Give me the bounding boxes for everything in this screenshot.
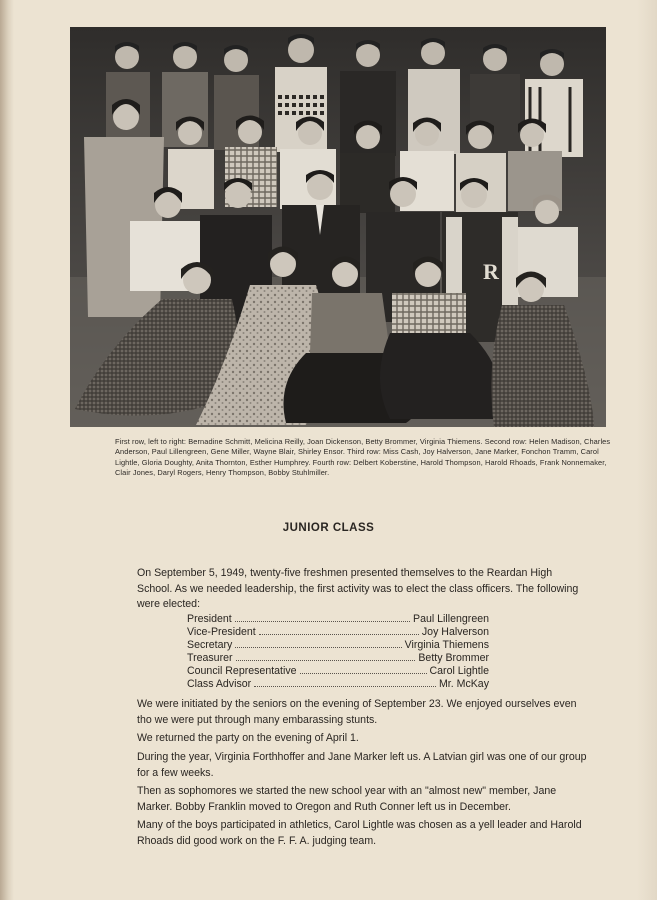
jacket-letter: R <box>483 259 499 284</box>
page-edge-right <box>637 0 657 900</box>
officer-row <box>187 613 489 626</box>
paragraph-departures: During the year, Virginia Forthhoffer and Jane Marker left us. A Latvian girl was one of our group for a few weeks. <box>137 751 587 779</box>
officer-row <box>187 678 489 691</box>
leader-dots <box>235 621 410 622</box>
officer-role: Treasurer <box>187 652 233 664</box>
officer-name: Virginia Thiemens <box>404 639 489 651</box>
page-title: JUNIOR CLASS <box>282 522 375 534</box>
officer-name: Mr. McKay <box>438 678 489 690</box>
officer-name: Betty Brommer <box>418 652 489 664</box>
paragraph-party: We returned the party on the evening of April 1. <box>137 732 359 744</box>
officer-role: Vice-President <box>187 626 256 638</box>
leader-dots <box>300 673 427 674</box>
officer-row <box>187 652 489 665</box>
officer-name: Paul Lillengreen <box>413 613 489 625</box>
paragraph-sophomores: Then as sophomores we started the new school year with an "almost new" member, Jane Marker. Bobby Franklin moved to Oregon and Ruth Conner left us in December. <box>137 785 557 813</box>
page-edge-left <box>0 0 14 900</box>
officer-role: Class Advisor <box>187 678 252 690</box>
officer-role: Council Representative <box>187 665 297 677</box>
leader-dots <box>235 647 401 648</box>
photo-caption: First row, left to right: Bernadine Schmitt, Melicina Reilly, Joan Dickenson, Betty Brommer, Virginia Thiemens. Second row: Helen Madison, Charles Anderson, Paul Lillengreen, Gene Miller, Wayne Blair, Shirley Ensor. Third row: Miss Cash, Joy Halverson, Jane Marker, Fonchon Tramm, Carol Lightle, Gloria Doughty, Anita Thornton, Esther Humphrey. Fourth row: Delbert Koberstine, Harold Thompson, Harold Rhoads, Frank Nonnemaker, Clair Jones, Daryl Rogers, Henry Thompson, Bobby Stuhlmiller. <box>115 437 611 478</box>
paragraph-athletics: Many of the boys participated in athletics, Carol Lightle was chosen as a yell leader and Harold Rhoads did good work on the F. F. A. judging team. <box>137 819 582 847</box>
leader-dots <box>259 634 419 635</box>
paragraph-intro: On September 5, 1949, twenty-five freshmen presented themselves to the Reardan High School. As we needed leadership, the first activity was to elect the class officers. The following were elected: <box>137 567 579 610</box>
leader-dots <box>254 686 436 687</box>
officer-row <box>187 626 489 639</box>
officer-row <box>187 665 489 678</box>
class-photo <box>70 27 606 427</box>
paragraph-initiation: We were initiated by the seniors on the evening of September 23. We enjoyed ourselves even tho we were put through many embarassing stunts. <box>137 698 577 726</box>
officer-role: Secretary <box>187 639 233 651</box>
officer-role: President <box>187 613 232 625</box>
officer-name: Carol Lightle <box>429 665 489 677</box>
officers-list <box>187 613 489 691</box>
officer-name: Joy Halverson <box>421 626 489 638</box>
leader-dots <box>236 660 416 661</box>
officer-row <box>187 639 489 652</box>
